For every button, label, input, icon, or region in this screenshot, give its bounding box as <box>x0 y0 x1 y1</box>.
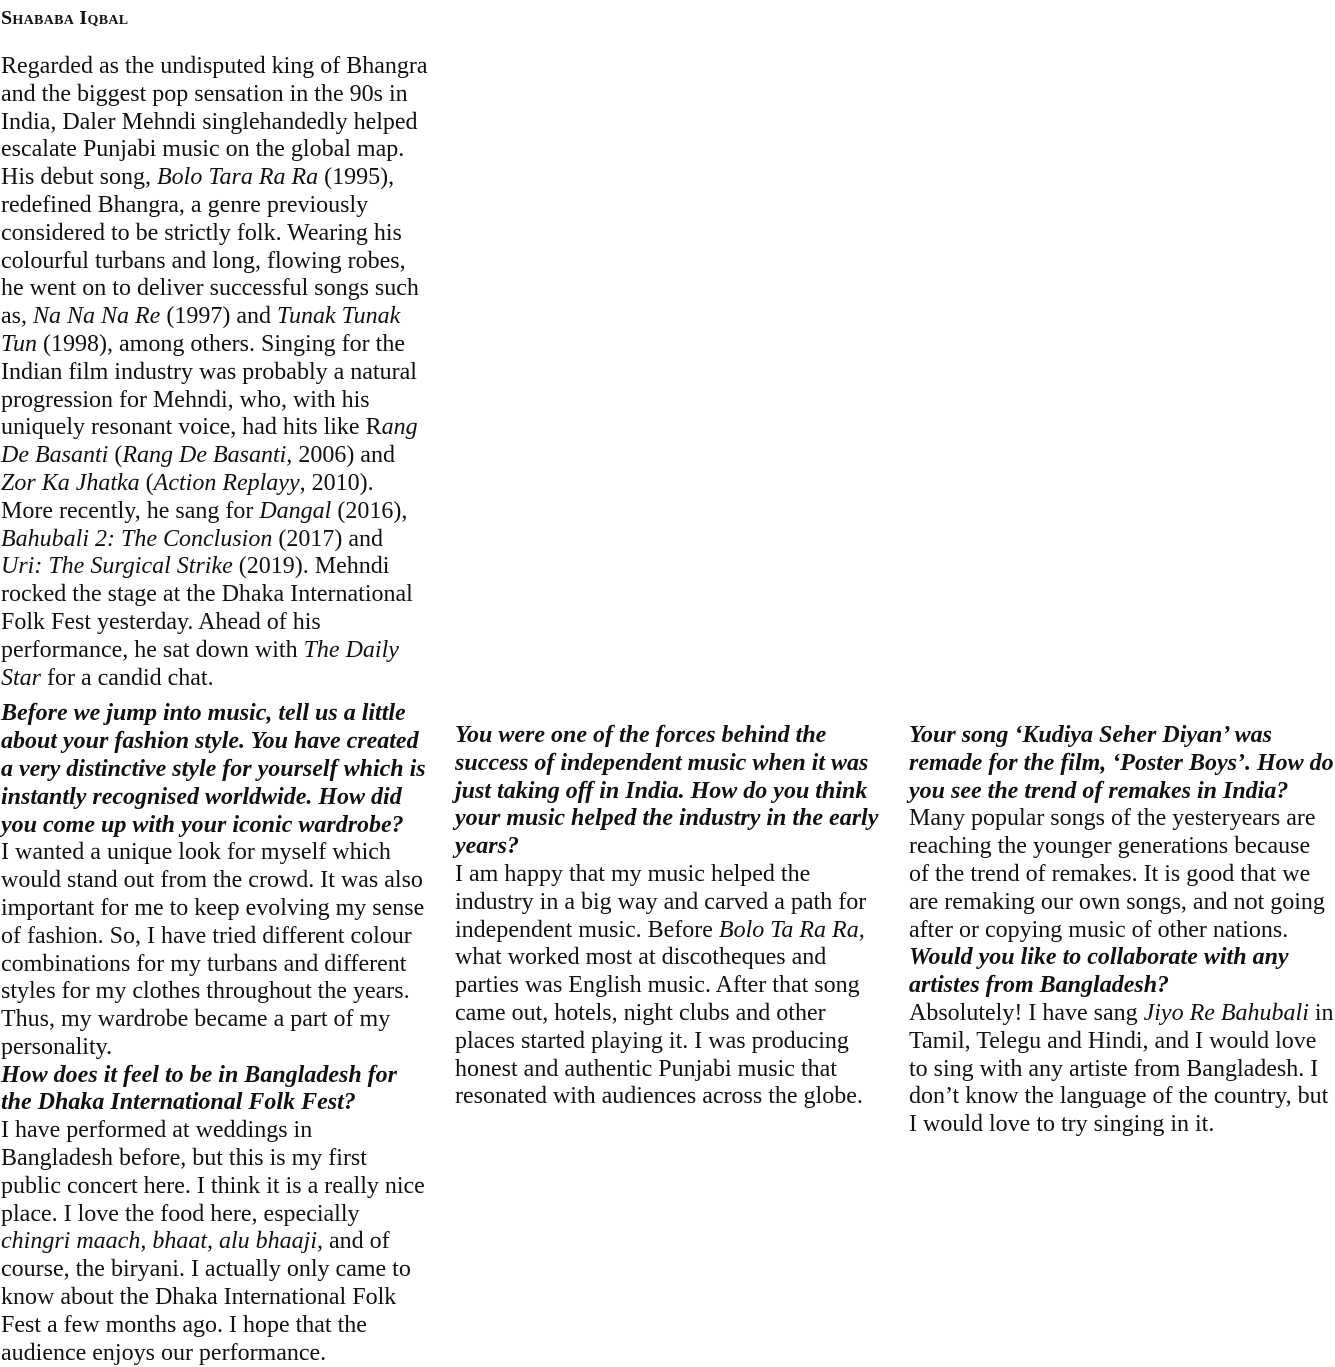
article-column-1 <box>1 53 429 1367</box>
answer-collaborate: Absolutely! I have sang Jiyo Re Bahubali in Tamil, Telegu and Hindi, and I would love to sing with any artiste from Bangladesh. I don’t know the language of the country, but I would love to try singing in it. <box>909 999 1334 1138</box>
question-bangladesh: How does it feel to be in Bangladesh for the Dhaka International Folk Fest? <box>1 1061 397 1116</box>
question-fashion: Before we jump into music, tell us a little about your fashion style. You have created a very distinctive style for yourself which is instantly recognised worldwide. How did you come up with your iconic wardrobe? <box>1 700 426 838</box>
article-column-2 <box>455 722 880 1111</box>
question-remakes: Your song ‘Kudiya Seher Diyan’ was remade for the film, ‘Poster Boys’. How do you see the trend of remakes in India? <box>909 722 1334 804</box>
article-column-3 <box>909 722 1335 1139</box>
byline: Shababa Iqbal <box>1 7 129 29</box>
question-collaborate: Would you like to collaborate with any artistes from Bangladesh? <box>909 944 1289 999</box>
question-independent-music: You were one of the forces behind the success of independent music when it was just taking off in India. How do you think your music helped the industry in the early years? <box>455 722 879 860</box>
answer-independent-music: I am happy that my music helped the industry in a big way and carved a path for independent music. Before Bolo Ta Ra Ra, what worked most at discotheques and parties was English music. After that song came out, hotels, night clubs and other places started playing it. I was producing honest and authentic Punjabi music that resonated with audiences across the globe. <box>455 860 867 1110</box>
answer-fashion: I wanted a unique look for myself which would stand out from the crowd. It was also important for me to keep evolving my sense of fashion. So, I have tried different colour combinations for my turbans and different styles for my clothes throughout the years. Thus, my wardrobe became a part of my personality. <box>1 839 425 1060</box>
answer-remakes: Many popular songs of the yesteryears are reaching the younger generations because of the trend of remakes. It is good that we are remaking our own songs, and not going after or copying music of other nations. <box>909 805 1325 943</box>
intro-paragraph: Regarded as the undisputed king of Bhangra and the biggest pop sensation in the 90s in India, Daler Mehndi singlehandedly helped escalate Punjabi music on the global map. His debut song, Bolo Tara Ra Ra (1995), redefined Bhangra, a genre previously considered to be strictly folk. Wearing his colourful turbans and long, flowing robes, he went on to deliver successful songs such as, Na Na Na Re (1997) and Tunak Tunak Tun (1998), among others. Singing for the Indian film industry was probably a natural progression for Mehndi, who, with his uniquely resonant voice, had hits like Rang De Basanti (Rang De Basanti, 2006) and Zor Ka Jhatka (Action Replayy, 2010). More recently, he sang for Dangal (2016), Bahubali 2: The Conclusion (2017) and Uri: The Surgical Strike (2019). Mehndi rocked the stage at the Dhaka International Folk Fest yesterday. Ahead of his performance, he sat down with The Daily Star for a candid chat. <box>1 53 428 691</box>
answer-bangladesh-part1: I have performed at weddings in Bangladesh before, but this is my first public concert here. I think it is a really nice place. I love the food here, especially chingri maach, bhaat, alu bhaaji, and of course, the biryani. I actually only came to know about the Dhaka International Folk Fest a few months ago. I hope that the audience enjoys our performance. <box>1 1117 425 1366</box>
